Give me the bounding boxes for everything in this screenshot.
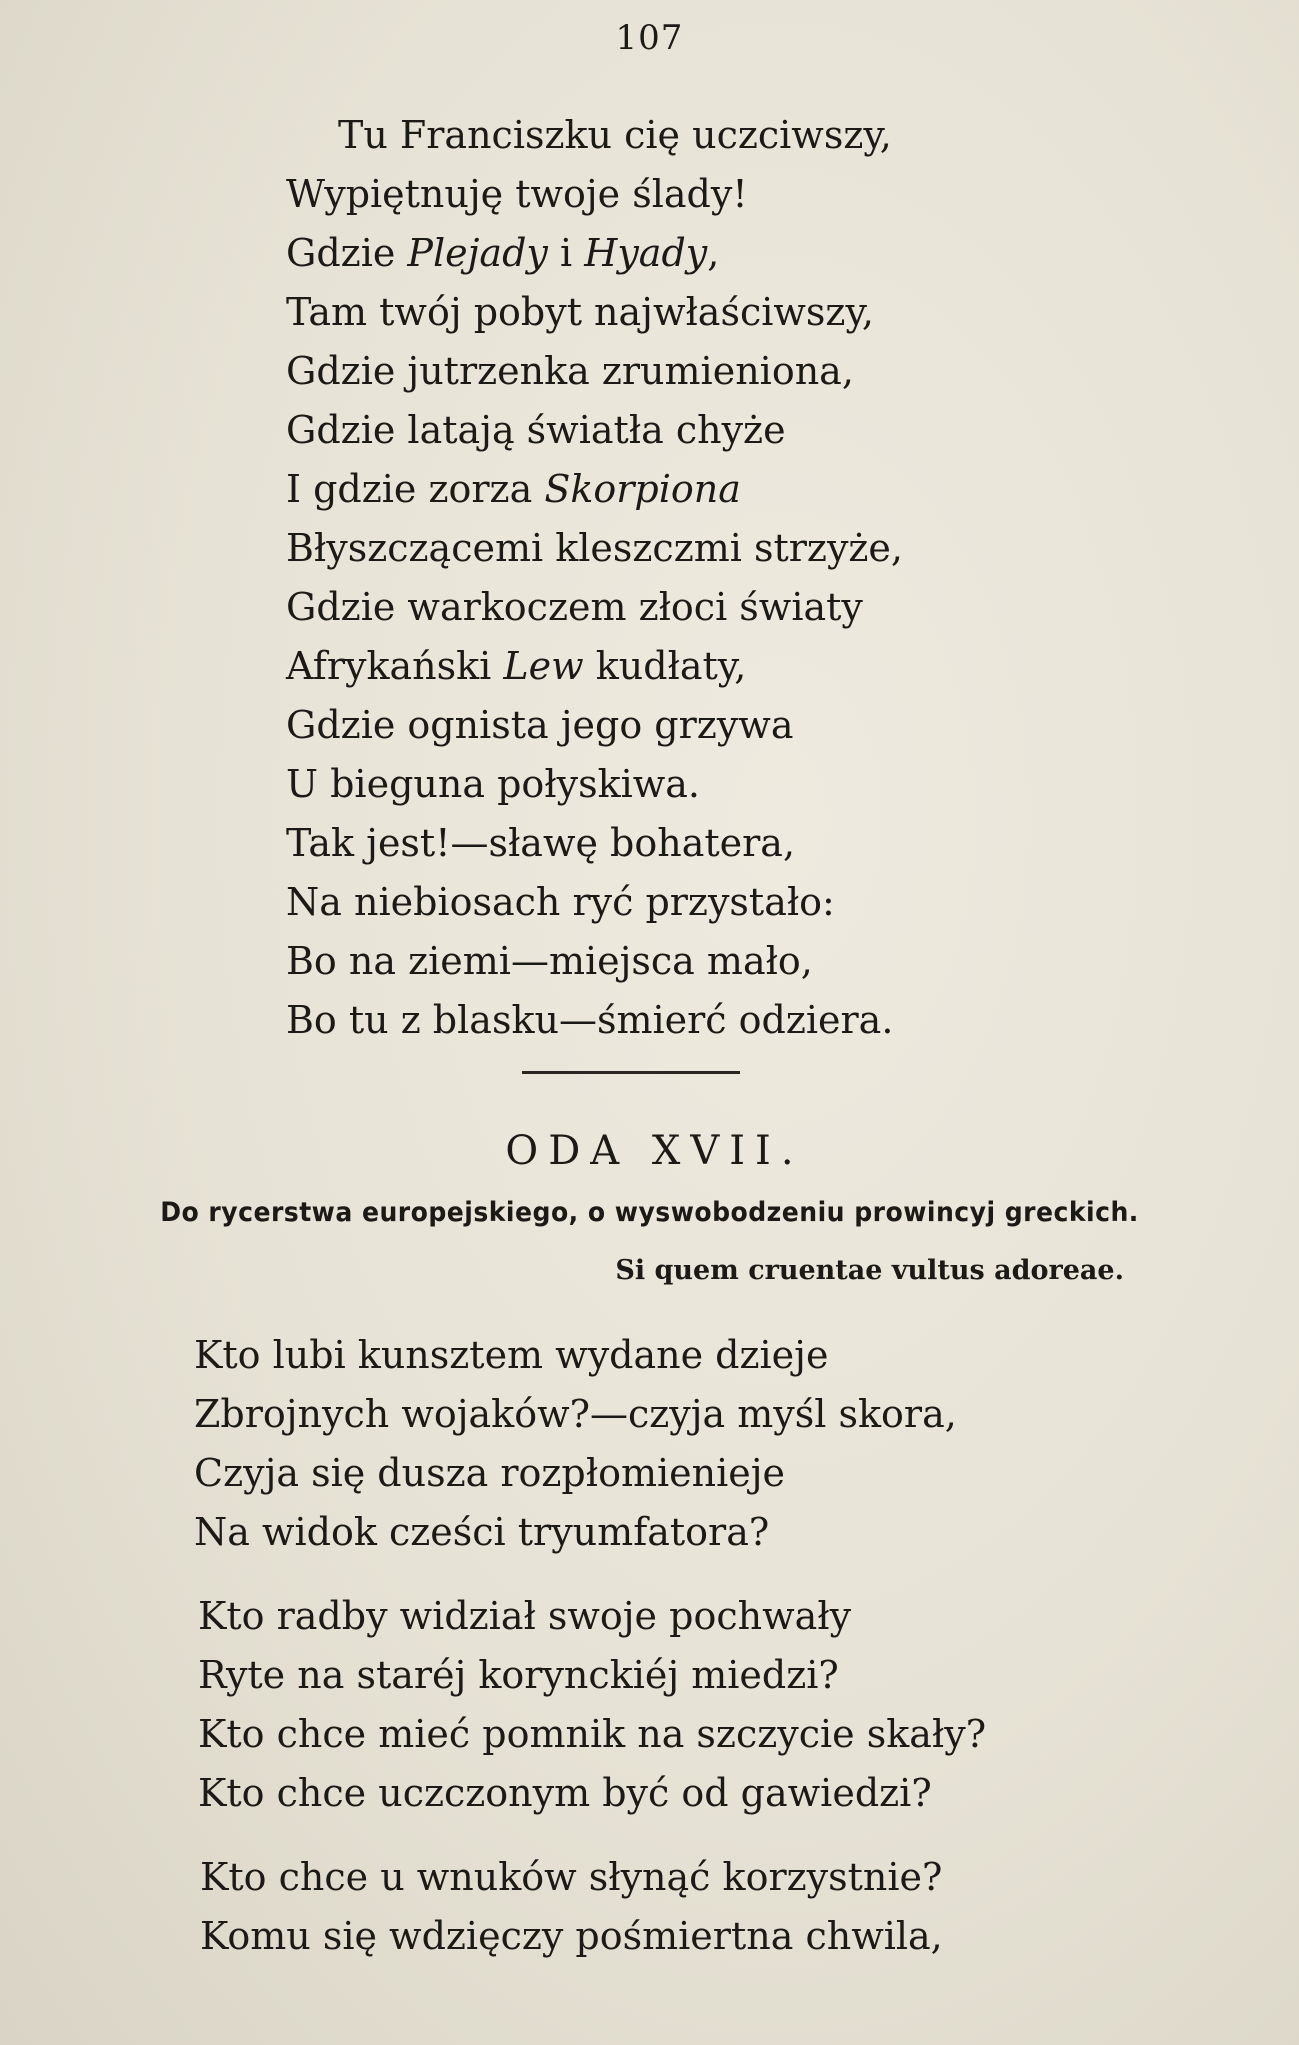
verse-line: Zbrojnych wojaków?—czyja myśl skora, — [194, 1392, 957, 1436]
verse-text: kudłaty, — [583, 644, 747, 688]
ode-title: ODA XVII. — [505, 1128, 804, 1174]
verse-line — [286, 224, 903, 283]
verse-line — [286, 873, 903, 932]
verse-italic-text: Skorpiona — [544, 467, 741, 511]
section-divider — [522, 1071, 740, 1074]
ode-stanza-2 — [198, 1587, 986, 1823]
verse-line — [286, 932, 903, 991]
verse-line — [286, 637, 903, 696]
verse-line — [286, 696, 903, 755]
verse-text: Gdzie warkoczem złoci światy — [286, 585, 863, 629]
verse-italic-text: Plejady — [407, 231, 548, 275]
verse-text: Gdzie latają światła chyże — [286, 408, 786, 452]
verse-text: Gdzie jutrzenka zrumieniona, — [286, 349, 854, 393]
verse-line: Ryte na staréj korynckiéj miedzi? — [198, 1653, 839, 1697]
verse-line — [286, 519, 903, 578]
verse-text: U bieguna połyskiwa. — [286, 762, 701, 806]
verse-line — [286, 991, 903, 1050]
verse-text: Na niebiosach ryć przystało: — [286, 880, 835, 924]
verse-text: Bo tu z blasku—śmierć odziera. — [286, 998, 894, 1042]
verse-line: Komu się wdzięczy pośmiertna chwila, — [200, 1914, 943, 1958]
verse-text: Afrykański — [286, 644, 504, 688]
ode-motto: Si quem cruentae vultus adoreae. — [615, 1255, 1124, 1286]
verse-line: Kto chce mieć pomnik na szczycie skały? — [198, 1712, 987, 1756]
verse-italic-text: Hyady — [584, 231, 708, 275]
verse-italic-text: Lew — [503, 644, 584, 688]
ode-stanza-1 — [194, 1326, 957, 1562]
ode-stanza-3 — [200, 1848, 943, 1966]
verse-text: Bo na ziemi—miejsca mało, — [286, 939, 813, 983]
page-number: 107 — [615, 18, 684, 58]
poem-stanza-1 — [286, 106, 903, 1050]
verse-text: Tak jest!—sławę bohatera, — [286, 821, 796, 865]
verse-line — [286, 106, 903, 165]
verse-line — [286, 342, 903, 401]
verse-text: i — [547, 231, 585, 275]
verse-line: Kto radby widział swoje pochwały — [198, 1594, 852, 1638]
verse-text: Gdzie — [286, 231, 408, 275]
verse-line — [286, 165, 903, 224]
verse-text: , — [707, 231, 720, 275]
verse-line — [286, 283, 903, 342]
verse-text: Wypiętnuję twoje ślady! — [286, 172, 748, 216]
ode-subtitle: Do rycerstwa europejskiego, o wyswobodzeniu prowincyj greckich. — [160, 1197, 1139, 1228]
verse-line — [286, 755, 903, 814]
verse-text: Gdzie ognista jego grzywa — [286, 703, 794, 747]
verse-text: Błyszczącemi kleszczmi strzyże, — [286, 526, 903, 570]
verse-line: Kto lubi kunsztem wydane dzieje — [194, 1333, 829, 1377]
verse-line — [286, 401, 903, 460]
verse-text: Tu Franciszku cię uczciwszy, — [338, 113, 892, 157]
verse-line — [286, 814, 903, 873]
verse-line — [286, 578, 903, 637]
verse-line: Kto chce u wnuków słynąć korzystnie? — [200, 1855, 943, 1899]
verse-line: Na widok cześci tryumfatora? — [194, 1510, 770, 1554]
verse-line: Kto chce uczczonym być od gawiedzi? — [198, 1771, 932, 1815]
verse-line — [286, 460, 903, 519]
verse-text: I gdzie zorza — [286, 467, 545, 511]
verse-text: Tam twój pobyt najwłaściwszy, — [286, 290, 874, 334]
verse-line: Czyja się dusza rozpłomienieje — [194, 1451, 786, 1495]
